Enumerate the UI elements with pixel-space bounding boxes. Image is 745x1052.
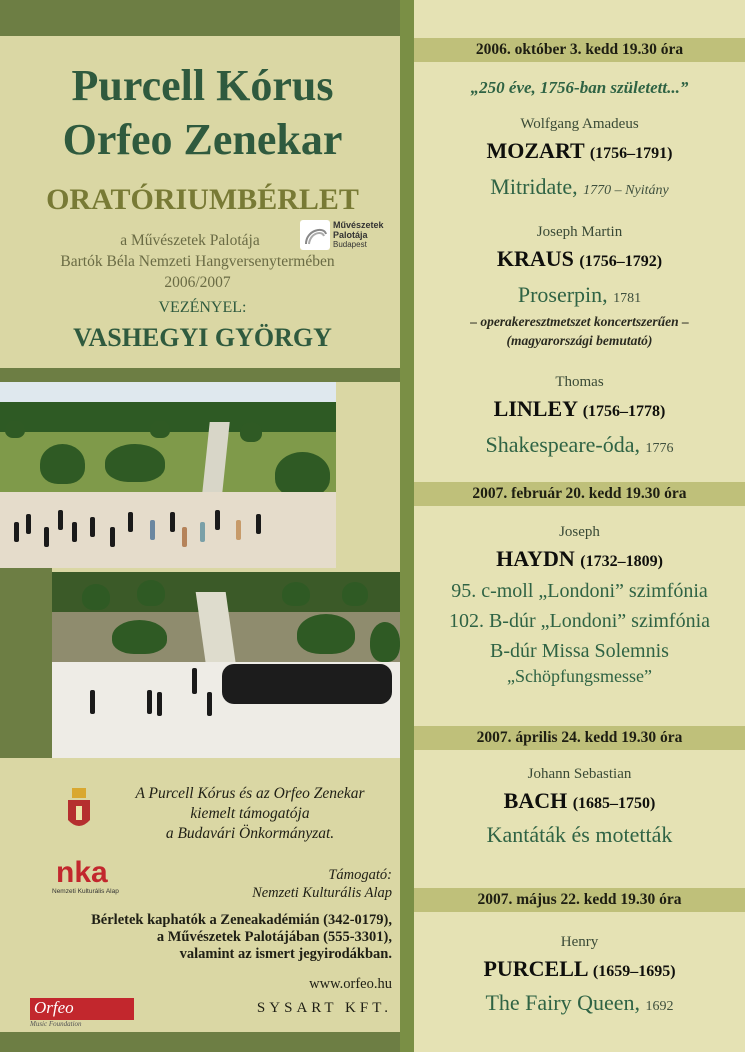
nka-logo-subtext: Nemzeti Kulturális Alap: [52, 888, 119, 895]
kraus-work: [414, 282, 745, 308]
date-bar-3: [414, 726, 745, 750]
mupa-logo-word-1: Művészetek: [333, 220, 384, 230]
date-bar-2: [414, 482, 745, 506]
mozart-last-name: MOZART: [486, 138, 585, 163]
mupa-logo-word-2: Palotája: [333, 230, 368, 240]
purcell-first-name: Henry: [560, 934, 599, 950]
conductor-name: VASHEGYI GYÖRGY: [73, 323, 332, 352]
date-bar-4: [414, 888, 745, 912]
linley-work-title: Shakespeare-óda,: [485, 432, 641, 457]
bach-years: (1685–1750): [572, 795, 656, 812]
support-block: [180, 866, 392, 902]
series-title: ORATÓRIUMBÉRLET: [46, 183, 359, 216]
haydn-years: (1732–1809): [580, 553, 663, 570]
mozart-heading: [414, 138, 745, 164]
sponsor-line-1: A Purcell Kórus és az Orfeo Zenekar: [135, 785, 365, 802]
venue-line-1: a Művészetek Palotája: [120, 232, 260, 249]
ticket-line-3: valamint az ismert jegyirodákban.: [179, 946, 392, 962]
support-label: Támogató:: [328, 867, 392, 883]
bach-work: Kantáták és motetták: [486, 822, 673, 847]
kraus-years: (1756–1792): [579, 253, 663, 270]
ticket-line-1: Bérletek kaphatók a Zeneakadémián (342-0179),: [91, 912, 392, 928]
mupa-logo: [300, 220, 384, 254]
purcell-work: [414, 990, 745, 1016]
purcell-years: (1659–1695): [592, 963, 676, 980]
sponsor-text: [100, 784, 400, 844]
haydn-work-1: 95. c-moll „Londoni” szimfónia: [451, 580, 708, 602]
sponsor-line-3: a Budavári Önkormányzat.: [165, 825, 335, 842]
title-line-1: Purcell Kórus: [71, 61, 334, 110]
mozart-first-name: Wolfgang Amadeus: [520, 116, 639, 132]
bach-first-name: Johann Sebastian: [527, 766, 632, 782]
mupa-logo-word-3: Budapest: [333, 240, 367, 249]
photo-band-left: [0, 568, 52, 758]
linley-work: [414, 432, 745, 458]
date-3: 2007. április 24. kedd 19.30 óra: [476, 729, 683, 746]
bach-last-name: BACH: [503, 788, 568, 813]
ticket-line-2: a Művészetek Palotájában (555-3301),: [156, 929, 392, 945]
nka-logo: [52, 858, 132, 898]
sponsor-line-2: kiemelt támogatója: [190, 805, 310, 822]
haydn-work-3: B-dúr Missa Solemnis: [490, 640, 669, 662]
left-bottom-bar: [0, 1032, 400, 1052]
park-photo-2: [52, 572, 400, 758]
linley-first-name: Thomas: [555, 374, 604, 390]
haydn-last-name: HAYDN: [496, 546, 575, 571]
nka-logo-text: nka: [56, 856, 108, 889]
company-name: SYSART KFT.: [256, 1000, 392, 1016]
orfeo-logo: [30, 998, 134, 1020]
season: 2006/2007: [164, 274, 231, 291]
kraus-first-name: Joseph Martin: [536, 224, 623, 240]
haydn-work-2: 102. B-dúr „Londoni” szimfónia: [448, 610, 711, 632]
kraus-last-name: KRAUS: [496, 246, 574, 271]
kraus-note-1: – operakeresztmetszet koncertszerűen –: [470, 314, 689, 329]
mozart-years: (1756–1791): [589, 145, 673, 162]
budavar-coat-of-arms: [64, 784, 94, 834]
support-name: Nemzeti Kulturális Alap: [252, 885, 392, 901]
kraus-work-title: Proserpin,: [517, 282, 608, 307]
website[interactable]: www.orfeo.hu: [309, 976, 392, 992]
bach-heading: [414, 788, 745, 814]
purcell-work-title: The Fairy Queen,: [485, 990, 641, 1015]
venue-line-2: Bartók Béla Nemzeti Hangversenytermében: [60, 253, 335, 270]
park-photo-1: [0, 382, 336, 568]
purcell-work-year: 1692: [645, 999, 674, 1014]
date-bar-1: [414, 38, 745, 62]
date-4: 2007. május 22. kedd 19.30 óra: [477, 891, 682, 908]
mozart-work-title: Mitridate,: [490, 174, 578, 199]
orfeo-logo-sub: Music Foundation: [30, 1020, 82, 1028]
purcell-heading: [414, 956, 745, 982]
conductor-label: VEZÉNYEL:: [158, 299, 247, 316]
linley-years: (1756–1778): [582, 403, 666, 420]
linley-heading: [414, 396, 745, 422]
orfeo-logo-text: Orfeo: [34, 998, 74, 1017]
haydn-heading: [414, 546, 745, 572]
mozart-work-year: 1770 – Nyitány: [583, 183, 669, 198]
kraus-work-year: 1781: [613, 291, 642, 306]
mozart-work: [414, 174, 745, 200]
purcell-last-name: PURCELL: [483, 956, 588, 981]
linley-last-name: LINLEY: [493, 396, 578, 421]
date-2: 2007. február 20. kedd 19.30 óra: [472, 485, 687, 502]
left-top-bar: [0, 0, 400, 36]
ticket-info: [20, 912, 392, 963]
haydn-work-4: „Schöpfungsmesse”: [507, 666, 652, 686]
mupa-logo-icon: [300, 220, 330, 250]
kraus-heading: [414, 246, 745, 272]
date-1: 2006. október 3. kedd 19.30 óra: [475, 41, 684, 58]
title-line-2: Orfeo Zenekar: [62, 115, 343, 164]
photo-band-top: [0, 368, 400, 382]
motto: „250 éve, 1756-ban született...”: [470, 78, 689, 97]
linley-work-year: 1776: [645, 441, 674, 456]
haydn-first-name: Joseph: [559, 524, 600, 540]
kraus-note-2: (magyarországi bemutató): [506, 333, 653, 348]
